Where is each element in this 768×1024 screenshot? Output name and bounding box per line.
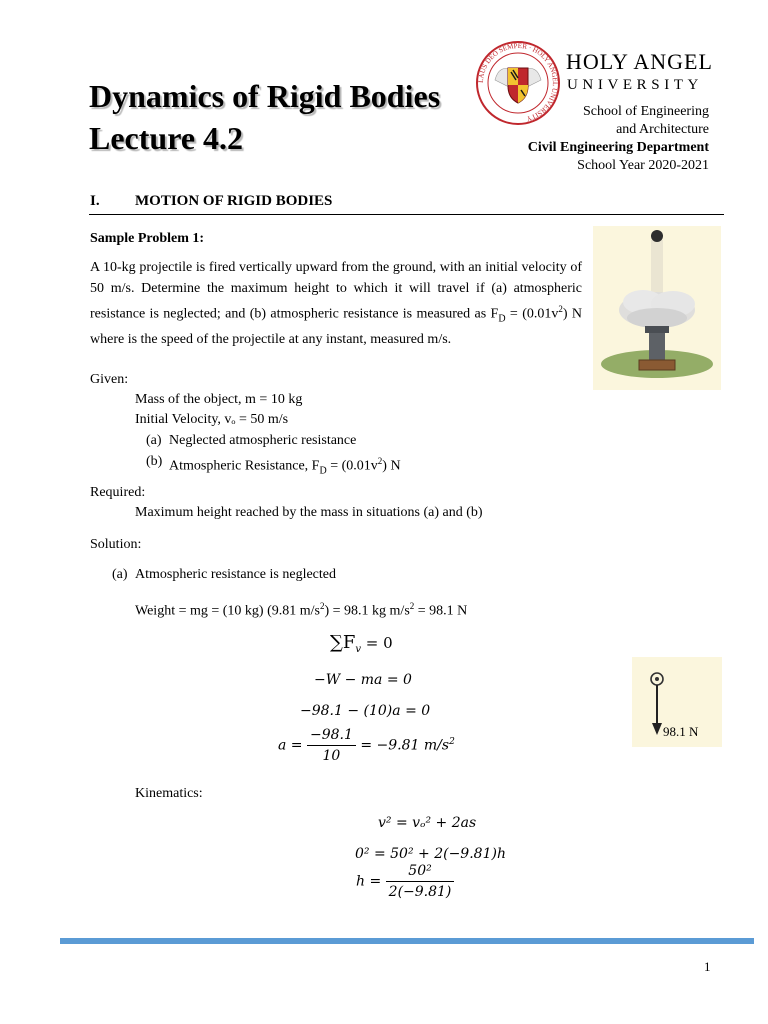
equation-newton: −W − ma = 0	[314, 672, 412, 688]
weight-equation: Weight = mg = (10 kg) (9.81 $m/s^2) = 98.1$ kg $m/s^2 = 98.1$ N	[135, 601, 468, 619]
department-name: Civil Engineering Department	[527, 140, 709, 155]
given-item-b-marker: (b)	[146, 454, 163, 469]
kinematics-equation: v² = vₒ² + 2as	[378, 815, 477, 831]
given-item-a-marker: (a)	[146, 433, 162, 448]
section-number: I.	[90, 193, 100, 209]
school-name-line1: School of Engineering	[583, 104, 709, 119]
university-seal	[475, 40, 561, 126]
free-body-diagram	[632, 657, 722, 747]
school-name-line2: and Architecture	[616, 122, 709, 137]
given-label: Given:	[90, 372, 129, 387]
required-text: Maximum height reached by the mass in situations (a) and (b)	[135, 505, 483, 520]
projectile-cannon-image	[593, 226, 721, 390]
page-number: 1	[704, 959, 711, 974]
height-equation: h = $\frac{\text{50²}}{2(-9.81)}$	[356, 863, 454, 900]
section-divider	[89, 214, 724, 215]
kinematics-substituted: 0² = 50² + 2(−9.81)h	[355, 846, 506, 862]
kinematics-label: Kinematics:	[135, 786, 203, 801]
part-a-marker: (a)	[112, 567, 128, 582]
equation-substituted: −98.1 − (10)a = 0	[300, 703, 431, 719]
svg-text:LAUS DEO SEMPER · HOLY ANGEL U: LAUS DEO SEMPER · HOLY ANGEL UNIVERSITY	[476, 41, 560, 123]
given-mass: Mass of the object, m = 10 kg	[135, 392, 303, 407]
section-title: MOTION OF RIGID BODIES	[135, 193, 333, 209]
university-name-line1: HOLY ANGEL	[566, 49, 713, 74]
equation-sum-forces: $\sum F_v = 0$	[330, 632, 393, 655]
problem-statement: A 10-kg projectile is fired vertically upward from the ground, with an initial velocity of 50 m/s. Determine the maximum height to which it will travel if (a) atmospheric resistance is neglected; and (b) atmospheric resistance is measured as $F_D = (0.01v^2)$ N where is the speed of the projectile at any instant, measured m/s.	[90, 260, 582, 348]
footer-bar	[60, 938, 754, 944]
given-item-a: Neglected atmospheric resistance	[169, 433, 357, 448]
given-velocity: Initial Velocity, vₒ = 50 m/s	[135, 412, 289, 427]
given-item-b: Atmospheric Resistance, $F_D = (0.01v^2)$ N	[169, 456, 401, 477]
document-title: Dynamics of Rigid Bodies	[89, 78, 441, 114]
equation-acceleration: a = $\frac{-98.1}{10}$ = −9.81 $m/s^2$	[278, 727, 455, 764]
fbd-weight-label: 98.1 N	[663, 724, 699, 739]
problem-label: Sample Problem 1:	[90, 231, 205, 246]
university-name-line2: UNIVERSITY	[567, 77, 703, 93]
solution-label: Solution:	[90, 537, 142, 552]
school-year: School Year 2020-2021	[577, 158, 709, 173]
required-label: Required:	[90, 485, 146, 500]
lecture-number: Lecture 4.2	[89, 120, 244, 156]
part-a-title: Atmospheric resistance is neglected	[135, 567, 336, 582]
